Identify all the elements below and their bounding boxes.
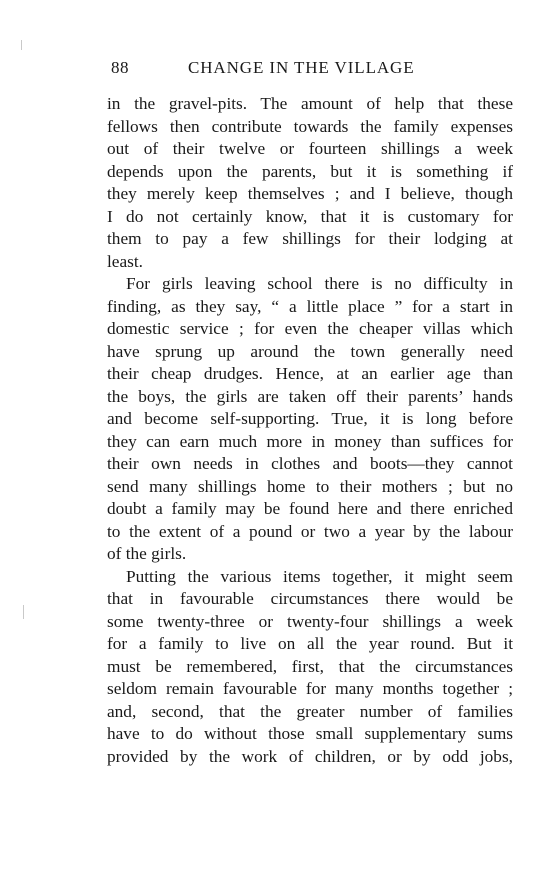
text-line: For girls leaving school there is no difficulty in <box>126 274 513 293</box>
text-line: of the girls. <box>107 544 187 563</box>
margin-mark-bottom <box>23 605 24 619</box>
text-line: out of their twelve or fourteen shillings a week <box>107 139 513 158</box>
text-line: them to pay a few shillings for their lodging at <box>107 229 513 248</box>
text-line: Putting the various items together, it might seem <box>126 566 513 586</box>
text-line: and become self-supporting. True, it is long before <box>107 409 513 428</box>
text-line: provided by the work of children, or by odd jobs, <box>107 746 513 766</box>
body-text <box>107 93 513 768</box>
text-line: finding, as they say, “ a little place ” for a start in <box>107 296 513 316</box>
text-line: have to do without those small supplementary sums <box>107 724 513 743</box>
running-head-title: CHANGE IN THE VILLAGE <box>188 58 415 77</box>
text-line: the boys, the girls are taken off their parents’ hands <box>107 386 513 406</box>
page-number: 88 <box>111 58 129 77</box>
text-line: I do not certainly know, that it is customary for <box>107 206 513 226</box>
text-line: in the gravel-pits. The amount of help that these <box>107 94 513 113</box>
margin-mark-top <box>21 40 22 50</box>
text-line: must be remembered, first, that the circumstances <box>107 656 513 676</box>
text-line: their cheap drudges. Hence, at an earlier age than <box>107 364 513 383</box>
text-line: they can earn much more in money than suffices for <box>107 431 513 451</box>
text-line: that in favourable circumstances there would be <box>107 589 513 608</box>
text-line: their own needs in clothes and boots—they cannot <box>107 454 513 473</box>
text-line: some twenty-three or twenty-four shillings a week <box>107 611 513 631</box>
text-line: fellows then contribute towards the family expenses <box>107 116 513 136</box>
text-line: they merely keep themselves ; and I believe, though <box>107 184 513 203</box>
text-line: and, second, that the greater number of families <box>107 701 513 721</box>
text-line: domestic service ; for even the cheaper villas which <box>107 319 513 338</box>
text-line: depends upon the parents, but it is something if <box>107 161 513 181</box>
text-line: for a family to live on all the year round. But it <box>107 634 513 653</box>
text-line: least. <box>107 251 143 271</box>
text-line: send many shillings home to their mothers ; but no <box>107 476 513 496</box>
text-line: doubt a family may be found here and there enriched <box>107 499 513 518</box>
running-head <box>107 58 513 84</box>
text-line: seldom remain favourable for many months together ; <box>107 679 513 698</box>
text-line: to the extent of a pound or two a year by the labour <box>107 521 513 541</box>
text-line: have sprung up around the town generally need <box>107 341 513 361</box>
